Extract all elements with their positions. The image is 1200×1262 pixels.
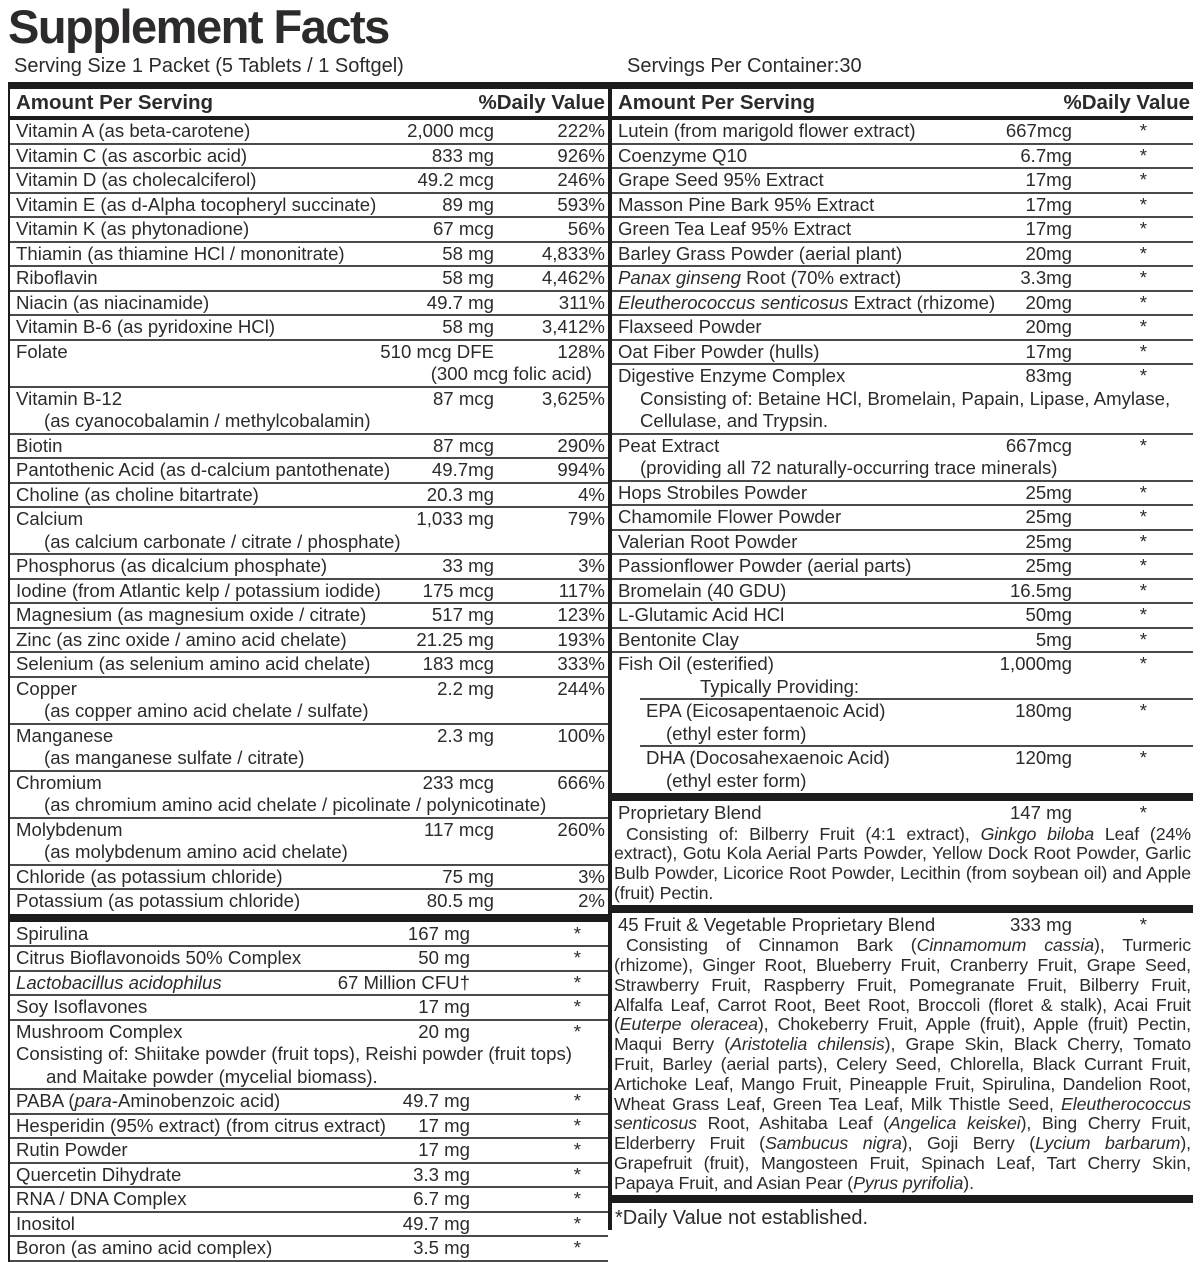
ingredient-daily-value: 3% [578,865,605,887]
ingredient-amount: 833 mg [431,144,494,166]
ingredient-label: Bromelain (40 GDU) [617,579,787,601]
ingredient-amount: 25mg [1025,506,1072,527]
ingredient-daily-value: * [1139,218,1147,239]
ingredient-daily-value: 926% [557,144,605,166]
ingredient-amount: 20.3 mg [426,483,494,505]
left-column [8,82,608,1262]
ingredient-label: Thiamin (as thiamine HCl / mononitrate) [16,242,345,264]
ingredient-label: Vitamin K (as phytonadione) [16,218,250,239]
ingredient-daily-value: * [573,1139,581,1160]
ingredient-label: Soy Isoflavones [16,996,148,1017]
ingredient-amount: 49.7mg [431,459,494,480]
ingredient-row [10,241,608,266]
ingredient-row [10,923,608,946]
ingredient-daily-value: * [1139,291,1147,313]
ingredient-row [10,167,608,192]
ingredient-amount: 17mg [1025,193,1072,215]
ingredient-amount: 20mg [1025,316,1072,337]
ingredient-amount: 49.2 mcg [417,169,494,190]
ingredient-daily-value: * [1139,365,1147,386]
ingredient-row [612,627,1193,652]
ingredient-label: Potassium (as potassium chloride) [16,890,301,911]
ingredient-label: Lutein (from marigold flower extract) [617,120,916,141]
sub-ingredient-row [640,747,1193,770]
ingredient-daily-value: 117% [558,579,605,601]
ingredient-row [612,167,1193,192]
ingredient-amount: 517 mg [431,604,494,625]
ingredient-amount: 67 Million CFU† [337,971,470,993]
ingredient-label: Iodine (from Atlantic kelp / potassium iodide) [16,579,381,601]
ingredient-daily-value: * [573,922,581,944]
ingredient-row [10,864,608,889]
ingredient-daily-value: * [1139,747,1147,768]
ingredient-daily-value: * [573,1188,581,1209]
ingredient-daily-value: 4,462% [541,267,605,288]
ingredient-detail: (as cyanocobalamin / methylcobalamin) [44,410,371,431]
ingredient-daily-value: * [1139,802,1147,823]
ingredient-row [10,1113,608,1138]
ingredient-label: Niacin (as niacinamide) [16,291,210,313]
ingredient-label: Chamomile Flower Powder [617,506,842,527]
ingredient-label: DHA (Docosahexaenoic Acid) [645,747,890,768]
ingredient-amount: 25mg [1025,530,1072,552]
ingredient-label: Copper [16,677,77,699]
ingredient-row [10,192,608,217]
servings-per-container: Servings Per Container:30 [627,55,862,77]
ingredient-row [612,651,1193,676]
ingredient-row [10,1211,608,1236]
typically-providing-label: Typically Providing: [640,676,1193,701]
ingredient-label: EPA (Eicosapentaenoic Acid) [645,700,886,721]
ingredient-amount: 667mcg [1005,434,1072,456]
ingredient-row [10,723,608,748]
ingredient-daily-value: 333% [557,653,605,674]
ingredient-row [612,433,1193,458]
ingredient-row [10,817,608,842]
ingredient-label: Vitamin B-6 (as pyridoxine HCl) [16,316,276,337]
serving-size: Serving Size 1 Packet (5 Tablets / 1 Softgel) [14,55,404,77]
ingredient-row [10,290,608,315]
ingredient-amount: 21.25 mg [416,628,494,650]
ingredient-row [10,482,608,507]
ingredient-amount: 233 mcg [422,771,494,793]
ingredient-amount: 17mg [1025,218,1072,239]
ingredient-row [10,945,608,970]
ingredient-daily-value: * [1139,481,1147,503]
ingredient-daily-value: 244% [557,677,605,699]
ingredient-amount: 20mg [1025,291,1072,313]
ingredient-label: Manganese [16,724,114,746]
ingredient-label: Chromium [16,771,102,793]
facts-columns [8,82,1193,1262]
ingredient-row [612,339,1193,364]
ingredient-amount: 20 mg [418,1020,470,1042]
ingredient-row [612,241,1193,266]
sub-ingredient-block [640,747,1193,792]
ingredient-row [612,529,1193,554]
ingredient-label: Oat Fiber Powder (hulls) [617,340,820,362]
ingredient-daily-value: 994% [557,459,605,480]
ingredient-label: Passionflower Powder (aerial parts) [617,555,912,576]
ingredient-label: Inositol [16,1212,75,1234]
ingredient-daily-value: 4,833% [541,242,605,264]
ingredient-row [612,192,1193,217]
ingredient-daily-value: 193% [557,628,605,650]
ingredient-row [10,627,608,652]
ingredient-row [10,216,608,241]
ingredient-detail: (ethyl ester form) [665,769,807,791]
ingredient-daily-value: * [1139,506,1147,527]
ingredient-row [10,433,608,458]
ingredient-daily-value: * [1139,628,1147,650]
daily-value-footnote: *Daily Value not established. [614,1206,869,1229]
ingredient-amount: 333 mg [1009,913,1072,935]
ingredient-label: Flaxseed Powder [617,316,762,337]
ingredient-amount: 1,000mg [999,653,1072,674]
ingredient-daily-value: * [1139,434,1147,456]
ingredient-label: Choline (as choline bitartrate) [16,483,259,505]
ingredient-row [612,553,1193,578]
ingredient-daily-value: * [573,1090,581,1111]
ingredient-amount: 167 mg [407,922,470,944]
ingredient-daily-value: 56% [567,218,605,239]
ingredient-amount: 58 mg [442,316,494,337]
ingredient-label: Bentonite Clay [617,628,739,650]
ingredient-daily-value: 311% [558,291,605,313]
ingredient-row [10,1235,608,1260]
ingredient-label: Calcium [16,508,84,529]
ingredient-daily-value: * [1139,579,1147,601]
ingredient-row [10,1162,608,1187]
ingredient-amount: 89 mg [442,193,494,215]
ingredient-detail: Consisting of: Shiitake powder (fruit tops), Reishi powder (fruit tops) and Maitake powder (mycelial biomass). [16,1043,572,1087]
ingredient-daily-value: * [573,1020,581,1042]
ingredient-amount: 80.5 mg [426,890,494,911]
ingredient-row [612,143,1193,168]
ingredient-amount: 3.3mg [1020,267,1072,288]
sub-ingredient-block [640,700,1193,747]
ingredient-daily-value: 123% [557,604,605,625]
ingredient-label: Riboflavin [16,267,98,288]
ingredient-amount: 5mg [1035,628,1072,650]
ingredient-amount: 17mg [1025,340,1072,362]
amount-per-serving-header: Amount Per Serving [617,91,816,114]
left-ingredient-rows [10,120,608,1262]
ingredient-row [10,386,608,411]
right-ingredient-rows [612,120,1193,1203]
ingredient-amount: 6.7mg [1020,144,1072,166]
ingredient-amount: 175 mcg [422,579,494,601]
right-column [608,82,1193,1230]
ingredient-amount: 147 mg [1009,802,1072,823]
ingredient-daily-value: * [573,1237,581,1258]
section-divider [10,914,608,922]
ingredient-label: Panax ginseng Root (70% extract) [617,267,902,288]
ingredient-amount: 58 mg [442,242,494,264]
ingredient-row [10,457,608,482]
ingredient-amount: 83mg [1025,365,1072,386]
ingredient-label: Boron (as amino acid complex) [16,1237,273,1258]
ingredient-row [10,553,608,578]
ingredient-label: Fish Oil (esterified) [617,653,774,674]
ingredient-amount: 1,033 mg [416,508,494,529]
ingredient-amount: 17 mg [418,996,470,1017]
ingredient-amount: 25mg [1025,555,1072,576]
ingredient-amount: 510 mcg DFE [380,340,494,362]
ingredient-amount: 16.5mg [1009,579,1072,601]
ingredient-amount: 2,000 mcg [407,120,494,141]
section-divider [612,1195,1193,1203]
ingredient-row [10,888,608,913]
section-divider [612,793,1193,801]
ingredient-daily-value: 3% [578,555,605,576]
section-divider [612,905,1193,913]
ingredient-label: Magnesium (as magnesium oxide / citrate) [16,604,367,625]
blend-description: Consisting of: Bilberry Fruit (4:1 extract), Ginkgo biloba Leaf (24% extract), Gotu Kola Aerial Parts Powder, Yellow Dock Root Powder, Garlic Bulb Powder, Licorice Root Powder, Lecithin (from soybean oil) and Apple (fruit) Pectin. [613,823,1191,903]
ingredient-row [10,1186,608,1211]
ingredient-label: PABA (para-Aminobenzoic acid) [16,1090,281,1111]
ingredient-row [612,314,1193,339]
ingredient-daily-value: * [573,1163,581,1185]
ingredient-daily-value: 593% [557,193,605,215]
ingredient-daily-value: * [1139,267,1147,288]
ingredient-label: Lactobacillus acidophilus [16,971,222,993]
ingredient-daily-value: * [1139,120,1147,141]
ingredient-daily-value: 79% [567,508,605,529]
ingredient-row [612,290,1193,315]
ingredient-amount: 58 mg [442,267,494,288]
ingredient-amount: 117 mcg [424,818,494,840]
ingredient-daily-value: * [1139,316,1147,337]
ingredient-row [612,480,1193,505]
ingredient-daily-value: * [1139,913,1147,935]
ingredient-label: Coenzyme Q10 [617,144,748,166]
ingredient-daily-value: 2% [578,890,605,911]
ingredient-amount: 75 mg [442,865,494,887]
ingredient-label: Pantothenic Acid (as d-calcium pantothenate) [16,459,391,480]
ingredient-row [10,970,608,995]
ingredient-label: Zinc (as zinc oxide / amino acid chelate) [16,628,347,650]
ingredient-daily-value: 222% [557,120,605,141]
ingredient-daily-value: 4% [578,483,605,505]
daily-value-header: %Daily Value [478,91,605,114]
daily-value-header: %Daily Value [1063,91,1190,114]
ingredient-daily-value: * [1139,653,1147,674]
ingredient-detail: (as manganese sulfate / citrate) [44,747,305,768]
ingredient-label: Molybdenum [16,818,123,840]
ingredient-amount: 50 mg [418,947,470,968]
ingredient-label: Barley Grass Powder (aerial plant) [617,242,903,264]
left-column-header [10,82,608,120]
ingredient-label: Biotin [16,434,63,456]
ingredient-amount: 20mg [1025,242,1072,264]
sub-ingredient-row [640,700,1193,723]
ingredient-daily-value: * [573,1212,581,1234]
ingredient-row [612,504,1193,529]
amount-per-serving-header: Amount Per Serving [16,91,214,114]
ingredient-label: L-Glutamic Acid HCl [617,604,785,625]
ingredient-row [612,578,1193,603]
ingredient-amount: 25mg [1025,481,1072,503]
ingredient-label: Mushroom Complex [16,1020,183,1042]
ingredient-row [612,216,1193,241]
ingredient-daily-value: 666% [557,771,605,793]
ingredient-label: Quercetin Dihydrate [16,1163,182,1185]
ingredient-daily-value: * [573,947,581,968]
blend-description: Consisting of Cinnamon Bark (Cinnamomum cassia), Turmeric (rhizome), Ginger Root, Blueberry Fruit, Cranberry Fruit, Grape Seed, Strawberry Fruit, Raspberry Fruit, Pomegranate Fruit, Bilberry Fruit, Alfalfa Leaf, Carrot Root, Beet Root, Broccoli (floret & stalk), Acai Fruit (Euterpe oleracea), Chokeberry Fruit, Apple (fruit), Apple (fruit) Pectin, Maqui Berry (Aristotelia chilensis), Grape Skin, Black Cherry, Tomato Fruit, Barley (aerial parts), Celery Seed, Chlorella, Black Currant Fruit, Artichoke Leaf, Mango Fruit, Pineapple Fruit, Spirulina, Dandelion Root, Wheat Grass Leaf, Green Tea Leaf, Milk Thistle Seed, Eleutherococcus senticosus Root, Ashitaba Leaf (Angelica keiskei), Bing Cherry Fruit, Elderberry Fruit (Sambucus nigra), Goji Berry (Lycium barbarum), Grapefruit (fruit), Mangosteen Fruit, Spinach Leaf, Tart Cherry Skin, Papaya Fruit, and Asian Pear (Pyrus pyrifolia). [613,935,1192,1193]
ingredient-row [10,578,608,603]
ingredient-row [612,363,1193,388]
ingredient-amount: 3.3 mg [413,1163,470,1185]
panel-title: Supplement Facts [8,0,389,53]
ingredient-amount: 17mg [1025,169,1072,190]
ingredient-detail: (as molybdenum amino acid chelate) [44,841,348,862]
ingredient-daily-value: * [1139,700,1147,721]
ingredient-label: Vitamin A (as beta-carotene) [16,120,251,141]
ingredient-label: Hops Strobiles Powder [617,481,808,503]
ingredient-daily-value: 3,625% [541,387,605,409]
ingredient-amount: 49.7 mg [402,1090,470,1111]
ingredient-label: RNA / DNA Complex [16,1188,187,1209]
ingredient-label: Grape Seed 95% Extract [617,169,824,190]
right-column-header [612,82,1193,120]
ingredient-amount: 667mcg [1005,120,1072,141]
ingredient-row [10,143,608,168]
ingredient-amount: 17 mg [418,1139,470,1160]
ingredient-amount: 49.7 mg [402,1212,470,1234]
ingredient-detail: (providing all 72 naturally-occurring trace minerals) [639,457,1058,478]
ingredient-label: Rutin Powder [16,1139,128,1160]
ingredient-label: Vitamin C (as ascorbic acid) [16,144,248,166]
ingredient-daily-value: * [1139,144,1147,166]
ingredient-row [10,339,608,364]
ingredient-label: Digestive Enzyme Complex [617,365,846,386]
ingredient-label: Citrus Bioflavonoids 50% Complex [16,947,302,968]
ingredient-amount: 2.3 mg [437,724,494,746]
ingredient-row [612,914,1193,937]
ingredient-amount: 50mg [1025,604,1072,625]
ingredient-row [10,994,608,1019]
ingredient-daily-value: 100% [557,724,605,746]
ingredient-detail: (as calcium carbonate / citrate / phosphate) [44,530,401,552]
ingredient-row [612,602,1193,627]
ingredient-label: Phosphorus (as dicalcium phosphate) [16,555,328,576]
ingredient-amount: 180mg [1015,700,1072,721]
ingredient-amount: 33 mg [442,555,494,576]
ingredient-daily-value: * [1139,242,1147,264]
ingredient-daily-value: * [573,1114,581,1136]
ingredient-daily-value: * [1139,604,1147,625]
ingredient-row [612,802,1193,825]
ingredient-label: 45 Fruit & Vegetable Proprietary Blend [617,913,936,935]
ingredient-detail: Consisting of: Betaine HCl, Bromelain, Papain, Lipase, Amylase, Cellulase, and Trypsin. [639,387,1171,431]
ingredient-detail: (ethyl ester form) [665,722,807,744]
ingredient-row [10,1088,608,1113]
ingredient-label: Green Tea Leaf 95% Extract [617,218,852,239]
ingredient-label: Folate [16,340,68,362]
ingredient-label: Vitamin B-12 [16,387,123,409]
ingredient-label: Proprietary Blend [617,802,762,823]
ingredient-label: Hesperidin (95% extract) (from citrus extract) [16,1114,386,1136]
ingredient-label: Selenium (as selenium amino acid chelate) [16,653,371,674]
ingredient-row [10,1137,608,1162]
serving-info-line [8,54,1193,78]
ingredient-label: Eleutherococcus senticosus Extract (rhizome) [617,291,996,313]
ingredient-row [10,120,608,143]
ingredient-amount: 87 mcg [432,387,494,409]
ingredient-label: Peat Extract [617,434,720,456]
ingredient-detail: (as chromium amino acid chelate / picolinate / polynicotinate) [44,794,547,815]
ingredient-amount: 183 mcg [422,653,494,674]
ingredient-row [10,651,608,676]
ingredient-row [10,1019,608,1044]
ingredient-daily-value: * [573,971,581,993]
ingredient-daily-value: * [1139,340,1147,362]
ingredient-label: Masson Pine Bark 95% Extract [617,193,875,215]
ingredient-daily-value: 290% [557,434,605,456]
ingredient-row [10,265,608,290]
ingredient-row [10,602,608,627]
ingredient-daily-value: * [1139,169,1147,190]
ingredient-row [10,676,608,701]
ingredient-amount: 120mg [1015,747,1072,768]
ingredient-daily-value: * [1139,530,1147,552]
ingredient-amount: 2.2 mg [437,677,494,699]
ingredient-detail: (300 mcg folic acid) [430,363,592,384]
ingredient-daily-value: * [1139,193,1147,215]
ingredient-daily-value: * [1139,555,1147,576]
ingredient-daily-value: 128% [557,340,605,362]
ingredient-amount: 17 mg [418,1114,470,1136]
ingredient-label: Spirulina [16,922,89,944]
ingredient-label: Chloride (as potassium chloride) [16,865,283,887]
ingredient-amount: 6.7 mg [413,1188,470,1209]
ingredient-label: Vitamin D (as cholecalciferol) [16,169,257,190]
ingredient-daily-value: 260% [557,818,605,840]
ingredient-detail: (as copper amino acid chelate / sulfate) [44,700,369,721]
ingredient-amount: 3.5 mg [413,1237,470,1258]
ingredient-daily-value: 246% [557,169,605,190]
ingredient-label: Valerian Root Powder [617,530,798,552]
ingredient-label: Vitamin E (as d-Alpha tocopheryl succinate) [16,193,377,215]
ingredient-row [10,314,608,339]
ingredient-row [10,770,608,795]
ingredient-amount: 49.7 mg [426,291,494,313]
ingredient-amount: 87 mcg [432,434,494,456]
ingredient-row [612,120,1193,143]
ingredient-row [612,265,1193,290]
ingredient-daily-value: 3,412% [541,316,605,337]
ingredient-daily-value: * [573,996,581,1017]
ingredient-amount: 67 mcg [432,218,494,239]
ingredient-row [10,506,608,531]
